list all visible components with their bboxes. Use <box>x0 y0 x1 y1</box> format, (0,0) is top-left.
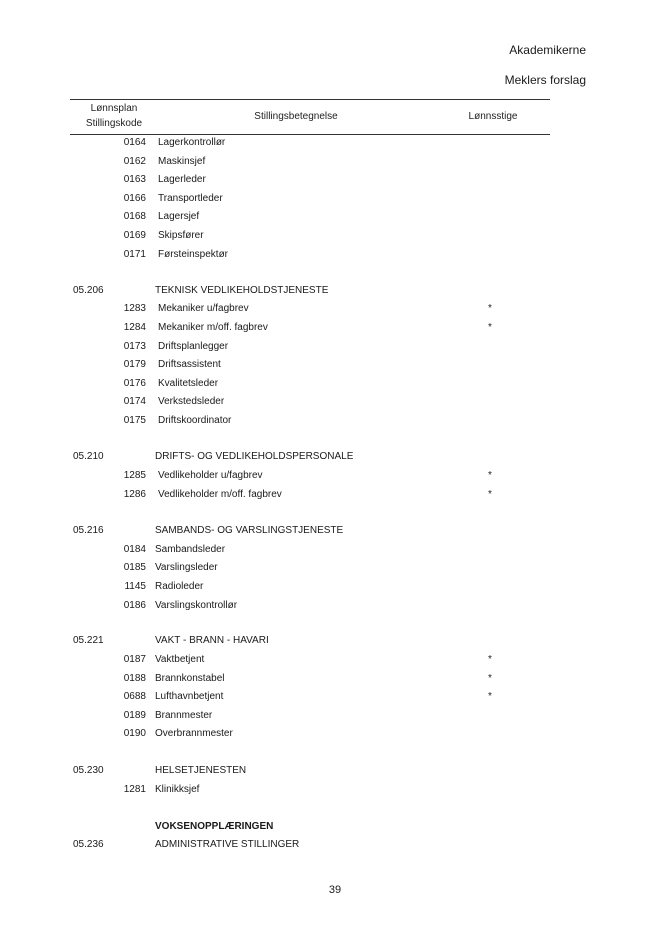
stillingsbetegnelse-cell: Kvalitetsleder <box>158 378 219 389</box>
stillingsbetegnelse-cell: Klinikksjef <box>155 784 200 795</box>
stillingskode-cell: 0688 <box>123 691 146 702</box>
stillingskode-cell: 0186 <box>123 600 146 611</box>
lonnsstige-cell: * <box>488 303 492 314</box>
lonnsplan-cell: 05.206 <box>73 285 104 296</box>
stillingskode-cell: 0164 <box>123 137 146 148</box>
stillingskode-cell: 0174 <box>123 396 146 407</box>
stillingskode-cell: 0189 <box>123 710 146 721</box>
stillingsbetegnelse-cell: Verkstedsleder <box>158 396 225 407</box>
page-number: 39 <box>328 884 342 896</box>
stillingskode-cell: 1281 <box>123 784 146 795</box>
organization-label: Akademikerne <box>509 43 586 57</box>
lonnsstige-cell: * <box>488 673 492 684</box>
stillingsbetegnelse-cell: Lagerleder <box>158 174 206 185</box>
stillingsbetegnelse-cell: Overbrannmester <box>155 728 233 739</box>
stillingskode-cell: 0163 <box>123 174 146 185</box>
table-top-rule <box>70 99 550 100</box>
lonnsplan-cell: 05.236 <box>73 839 104 850</box>
stillingsbetegnelse-cell: Førsteinspektør <box>158 249 229 260</box>
stillingsbetegnelse-cell: Brannmester <box>155 710 213 721</box>
stillingsbetegnelse-cell: Varslingsleder <box>155 562 218 573</box>
col-header-stillingskode-line2: Stillingskode <box>85 118 143 129</box>
lonnsplan-cell: 05.221 <box>73 635 104 646</box>
stillingskode-cell: 0169 <box>123 230 146 241</box>
section-title: VOKSENOPPLÆRINGEN <box>155 821 274 832</box>
stillingsbetegnelse-cell: Radioleder <box>155 581 204 592</box>
col-header-lonnsplan <box>76 101 152 131</box>
stillingsbetegnelse-cell: Transportleder <box>158 193 223 204</box>
stillingsbetegnelse-cell: Lufthavnbetjent <box>155 691 224 702</box>
stillingskode-cell: 1145 <box>124 581 146 592</box>
stillingsbetegnelse-cell: Lagersjef <box>158 211 200 222</box>
stillingsbetegnelse-cell: Sambandsleder <box>155 544 226 555</box>
stillingsbetegnelse-cell: Driftskoordinator <box>158 415 232 426</box>
stillingskode-cell: 1285 <box>123 470 146 481</box>
stillingskode-cell: 0179 <box>123 359 146 370</box>
section-title: ADMINISTRATIVE STILLINGER <box>155 839 300 850</box>
section-title: SAMBANDS- OG VARSLINGSTJENESTE <box>155 525 344 536</box>
lonnsstige-cell: * <box>488 322 492 333</box>
table-header-rule <box>70 134 550 135</box>
stillingsbetegnelse-cell: Vedlikeholder m/off. fagbrev <box>158 489 282 500</box>
stillingsbetegnelse-cell: Mekaniker m/off. fagbrev <box>158 322 268 333</box>
stillingsbetegnelse-cell: Vaktbetjent <box>155 654 205 665</box>
stillingsbetegnelse-cell: Vedlikeholder u/fagbrev <box>158 470 263 481</box>
section-title: HELSETJENESTEN <box>155 765 247 776</box>
stillingskode-cell: 1286 <box>123 489 146 500</box>
lonnsstige-cell: * <box>488 489 492 500</box>
lonnsplan-cell: 05.230 <box>73 765 104 776</box>
stillingskode-cell: 0175 <box>123 415 146 426</box>
lonnsstige-cell: * <box>488 470 492 481</box>
col-header-stillingsbetegnelse: Stillingsbetegnelse <box>254 111 338 122</box>
stillingskode-cell: 1283 <box>123 303 146 314</box>
stillingsbetegnelse-cell: Driftsassistent <box>158 359 221 370</box>
stillingsbetegnelse-cell: Skipsfører <box>158 230 204 241</box>
lonnsstige-cell: * <box>488 691 492 702</box>
stillingskode-cell: 0168 <box>123 211 146 222</box>
stillingskode-cell: 0184 <box>123 544 146 555</box>
col-header-lonnsplan-line1: Lønnsplan <box>90 103 138 114</box>
stillingsbetegnelse-cell: Lagerkontrollør <box>158 137 226 148</box>
section-title: VAKT - BRANN - HAVARI <box>155 635 269 646</box>
stillingskode-cell: 0185 <box>123 562 146 573</box>
stillingskode-cell: 1284 <box>123 322 146 333</box>
section-title: TEKNISK VEDLIKEHOLDSTJENESTE <box>155 285 329 296</box>
stillingskode-cell: 0188 <box>123 673 146 684</box>
proposal-label: Meklers forslag <box>504 73 586 87</box>
lonnsplan-cell: 05.210 <box>73 451 104 462</box>
col-header-lonnsstige: Lønnsstige <box>468 111 518 122</box>
stillingskode-cell: 0171 <box>123 249 146 260</box>
stillingskode-cell: 0162 <box>123 156 146 167</box>
stillingskode-cell: 0187 <box>123 654 146 665</box>
stillingskode-cell: 0173 <box>123 341 146 352</box>
stillingsbetegnelse-cell: Mekaniker u/fagbrev <box>158 303 249 314</box>
stillingsbetegnelse-cell: Maskinsjef <box>158 156 206 167</box>
lonnsplan-cell: 05.216 <box>73 525 104 536</box>
stillingsbetegnelse-cell: Varslingskontrollør <box>155 600 238 611</box>
stillingskode-cell: 0176 <box>123 378 146 389</box>
stillingsbetegnelse-cell: Brannkonstabel <box>155 673 225 684</box>
stillingskode-cell: 0166 <box>123 193 146 204</box>
stillingskode-cell: 0190 <box>123 728 146 739</box>
stillingsbetegnelse-cell: Driftsplanlegger <box>158 341 229 352</box>
section-title: DRIFTS- OG VEDLIKEHOLDSPERSONALE <box>155 451 354 462</box>
lonnsstige-cell: * <box>488 654 492 665</box>
